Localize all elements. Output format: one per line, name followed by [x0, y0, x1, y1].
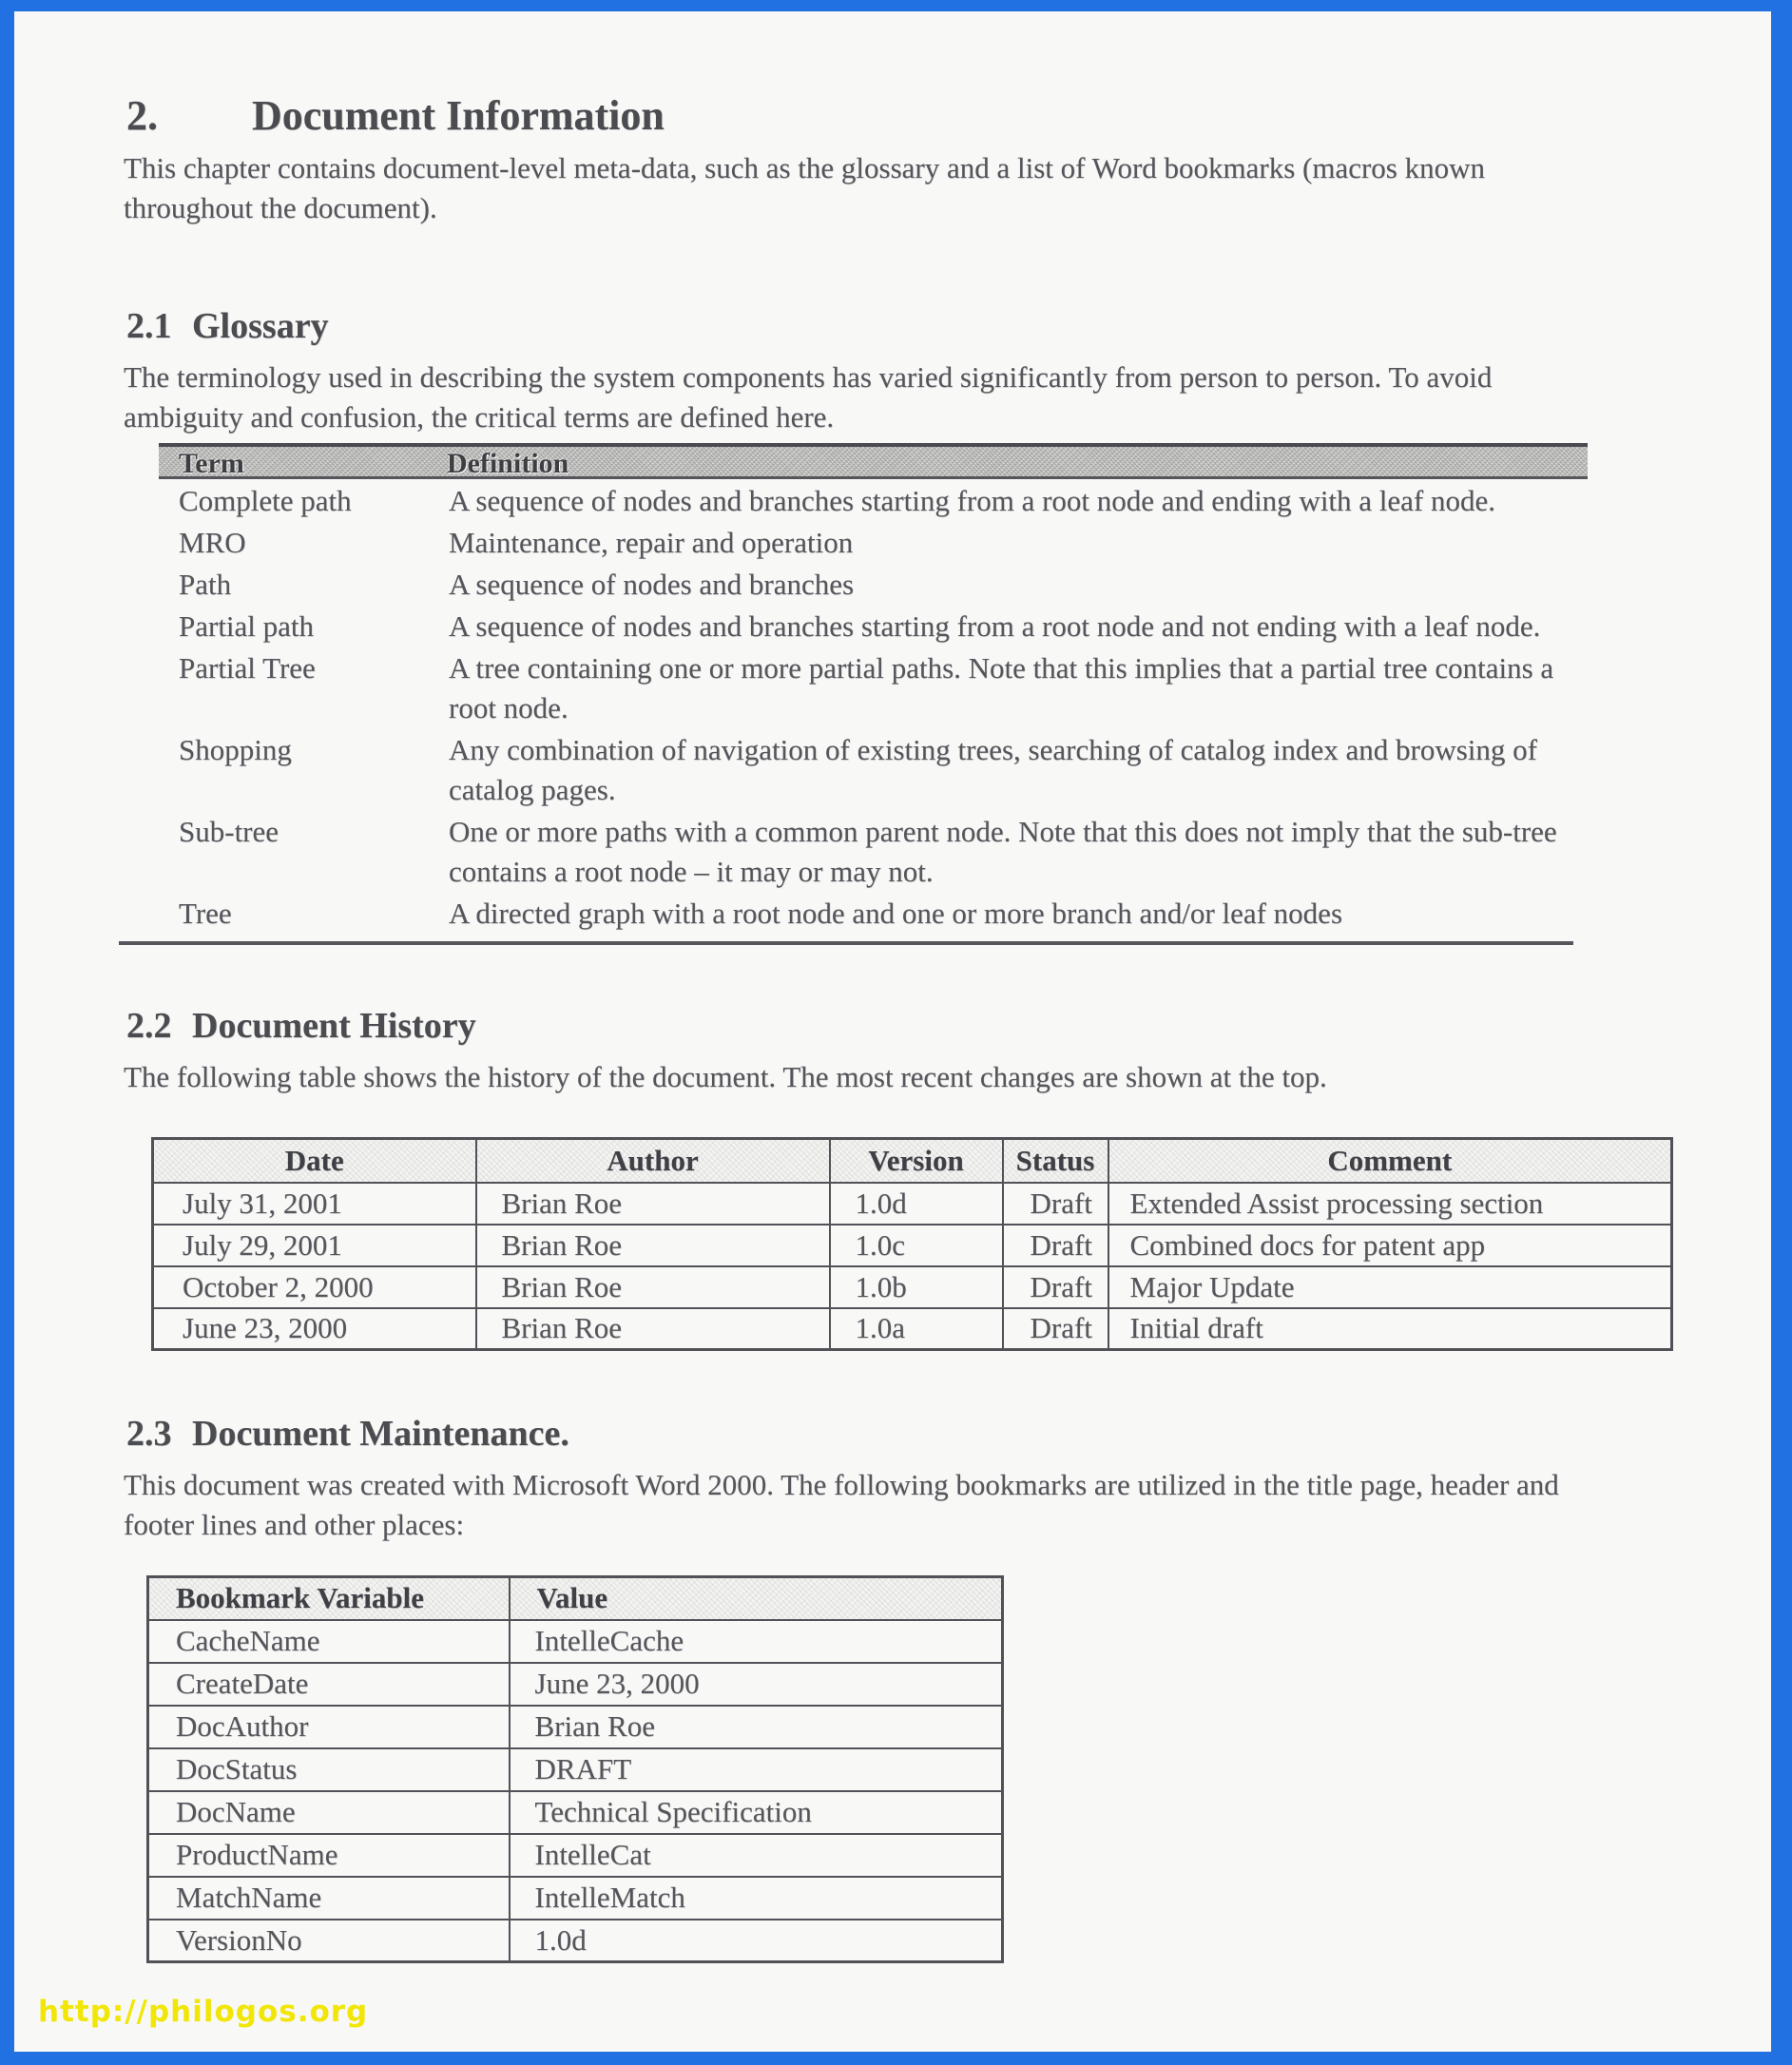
- history-author-cell: Brian Roe: [476, 1183, 830, 1225]
- section-2-1-intro: The terminology used in describing the system components has varied significantly from person to person. To avoid ambiguity and confusion, the critical terms are defined here.: [124, 360, 1493, 434]
- bookmark-row: [148, 1834, 1003, 1877]
- bookmark-row: [148, 1706, 1003, 1748]
- glossary-header-row: [159, 443, 1588, 479]
- history-comment-cell: Combined docs for patent app: [1108, 1225, 1672, 1266]
- bookmark-variable-cell: VersionNo: [148, 1920, 510, 1962]
- glossary-row: [124, 810, 1771, 892]
- bookmark-variable-cell: DocName: [148, 1791, 510, 1834]
- glossary-bottom-rule: [119, 941, 1573, 945]
- bookmark-row: [148, 1620, 1003, 1663]
- glossary-definition-cell: Maintenance, repair and operation: [449, 526, 854, 559]
- history-header-date: Date: [153, 1139, 476, 1183]
- section-2-1-title: Glossary: [192, 306, 329, 346]
- document-page: [14, 11, 1771, 2052]
- section-2-3-number: 2.3: [126, 1414, 172, 1454]
- glossary-definition-cell: A sequence of nodes and branches: [449, 568, 855, 601]
- history-author-cell: Brian Roe: [476, 1308, 830, 1350]
- glossary-table: [124, 443, 1771, 945]
- bookmarks-header-value: Value: [510, 1577, 1003, 1620]
- history-header-author: Author: [476, 1139, 830, 1183]
- section-2-intro: This chapter contains document-level meta-data, such as the glossary and a list of Word bookmarks (macros known throughout the document).: [124, 151, 1486, 224]
- watermark-link[interactable]: http://philogos.org: [38, 1995, 369, 2029]
- history-comment-cell: Initial draft: [1108, 1308, 1672, 1350]
- bookmark-variable-cell: CreateDate: [148, 1663, 510, 1706]
- glossary-row: [124, 728, 1771, 810]
- history-date-cell: July 29, 2001: [153, 1225, 476, 1266]
- section-2-2-number: 2.2: [126, 1006, 172, 1046]
- section-2-3-title: Document Maintenance.: [192, 1414, 569, 1454]
- bookmark-value-cell: IntelleMatch: [510, 1877, 1003, 1920]
- section-2-2-heading: [126, 1004, 1771, 1048]
- glossary-definition-cell: A tree containing one or more partial paths. Note that this implies that a partial tree contains a root node.: [449, 651, 1554, 724]
- glossary-term-cell: Partial Tree: [179, 651, 316, 685]
- history-header-version: Version: [830, 1139, 1003, 1183]
- bookmark-variable-cell: MatchName: [148, 1877, 510, 1920]
- glossary-definition-cell: One or more paths with a common parent node. Note that this does not imply that the sub-tree contains a root node – it may or may not.: [449, 815, 1557, 888]
- section-2-1-heading: [126, 304, 1771, 348]
- section-2-3-intro: This document was created with Microsoft Word 2000. The following bookmarks are utilized in the title page, header and footer lines and other places:: [124, 1468, 1559, 1541]
- bookmarks-table: [146, 1575, 1004, 1963]
- history-author-cell: Brian Roe: [476, 1225, 830, 1266]
- glossary-term-cell: Path: [179, 568, 232, 601]
- glossary-definition-cell: A sequence of nodes and branches starting from a root node and ending with a leaf node.: [449, 484, 1496, 517]
- bookmark-variable-cell: DocStatus: [148, 1748, 510, 1791]
- page-content: [14, 11, 1771, 1963]
- history-status-cell: Draft: [1003, 1308, 1108, 1350]
- bookmark-value-cell: DRAFT: [510, 1748, 1003, 1791]
- history-status-cell: Draft: [1003, 1266, 1108, 1308]
- glossary-row: [124, 521, 1771, 563]
- section-2-2-title: Document History: [192, 1006, 476, 1046]
- history-version-cell: 1.0c: [830, 1225, 1003, 1266]
- section-2-title: Document Information: [252, 92, 665, 139]
- history-author-cell: Brian Roe: [476, 1266, 830, 1308]
- glossary-term-cell: Tree: [179, 897, 232, 930]
- glossary-term-cell: MRO: [179, 526, 246, 559]
- history-header-status: Status: [1003, 1139, 1108, 1183]
- glossary-row: [124, 563, 1771, 605]
- history-header-row: [153, 1139, 1672, 1183]
- glossary-row: [124, 479, 1771, 521]
- glossary-definition-cell: A sequence of nodes and branches starting from a root node and not ending with a leaf node.: [449, 609, 1541, 643]
- bookmark-row: [148, 1663, 1003, 1706]
- bookmark-row: [148, 1920, 1003, 1962]
- glossary-row: [124, 647, 1771, 728]
- bookmark-row: [148, 1877, 1003, 1920]
- glossary-row: [124, 605, 1771, 647]
- history-row: [153, 1225, 1672, 1266]
- glossary-term-cell: Shopping: [179, 733, 292, 766]
- glossary-term-cell: Partial path: [179, 609, 315, 643]
- bookmark-variable-cell: DocAuthor: [148, 1706, 510, 1748]
- history-version-cell: 1.0d: [830, 1183, 1003, 1225]
- history-row: [153, 1308, 1672, 1350]
- section-2-number: 2.: [126, 92, 158, 139]
- history-row: [153, 1266, 1672, 1308]
- bookmarks-header-variable: Bookmark Variable: [148, 1577, 510, 1620]
- history-status-cell: Draft: [1003, 1183, 1108, 1225]
- glossary-row: [124, 892, 1771, 934]
- glossary-rows: [124, 479, 1771, 934]
- section-2-2-intro: The following table shows the history of the document. The most recent changes are shown at the top.: [124, 1060, 1327, 1093]
- bookmark-value-cell: IntelleCat: [510, 1834, 1003, 1877]
- bookmark-row: [148, 1791, 1003, 1834]
- history-row: [153, 1183, 1672, 1225]
- history-header-comment: Comment: [1108, 1139, 1672, 1183]
- bookmark-variable-cell: ProductName: [148, 1834, 510, 1877]
- bookmark-value-cell: Technical Specification: [510, 1791, 1003, 1834]
- glossary-term-cell: Complete path: [179, 484, 352, 517]
- history-comment-cell: Extended Assist processing section: [1108, 1183, 1672, 1225]
- bookmark-value-cell: June 23, 2000: [510, 1663, 1003, 1706]
- glossary-term-cell: Sub-tree: [179, 815, 279, 848]
- bookmark-value-cell: 1.0d: [510, 1920, 1003, 1962]
- section-2-1-number: 2.1: [126, 306, 172, 346]
- history-version-cell: 1.0b: [830, 1266, 1003, 1308]
- bookmark-variable-cell: CacheName: [148, 1620, 510, 1663]
- history-version-cell: 1.0a: [830, 1308, 1003, 1350]
- history-table: [151, 1137, 1673, 1351]
- history-date-cell: June 23, 2000: [153, 1308, 476, 1350]
- bookmark-value-cell: IntelleCache: [510, 1620, 1003, 1663]
- bookmark-row: [148, 1748, 1003, 1791]
- section-2-3-heading: [126, 1412, 1771, 1456]
- bookmark-value-cell: Brian Roe: [510, 1706, 1003, 1748]
- glossary-definition-cell: A directed graph with a root node and one or more branch and/or leaf nodes: [449, 897, 1343, 930]
- glossary-header-definition: Definition: [447, 448, 569, 479]
- history-date-cell: July 31, 2001: [153, 1183, 476, 1225]
- glossary-definition-cell: Any combination of navigation of existing trees, searching of catalog index and browsing of catalog pages.: [449, 733, 1537, 806]
- glossary-header-term: Term: [179, 448, 244, 479]
- bookmarks-header-row: [148, 1577, 1003, 1620]
- history-comment-cell: Major Update: [1108, 1266, 1672, 1308]
- history-date-cell: October 2, 2000: [153, 1266, 476, 1308]
- section-2-heading: [126, 91, 1771, 141]
- history-status-cell: Draft: [1003, 1225, 1108, 1266]
